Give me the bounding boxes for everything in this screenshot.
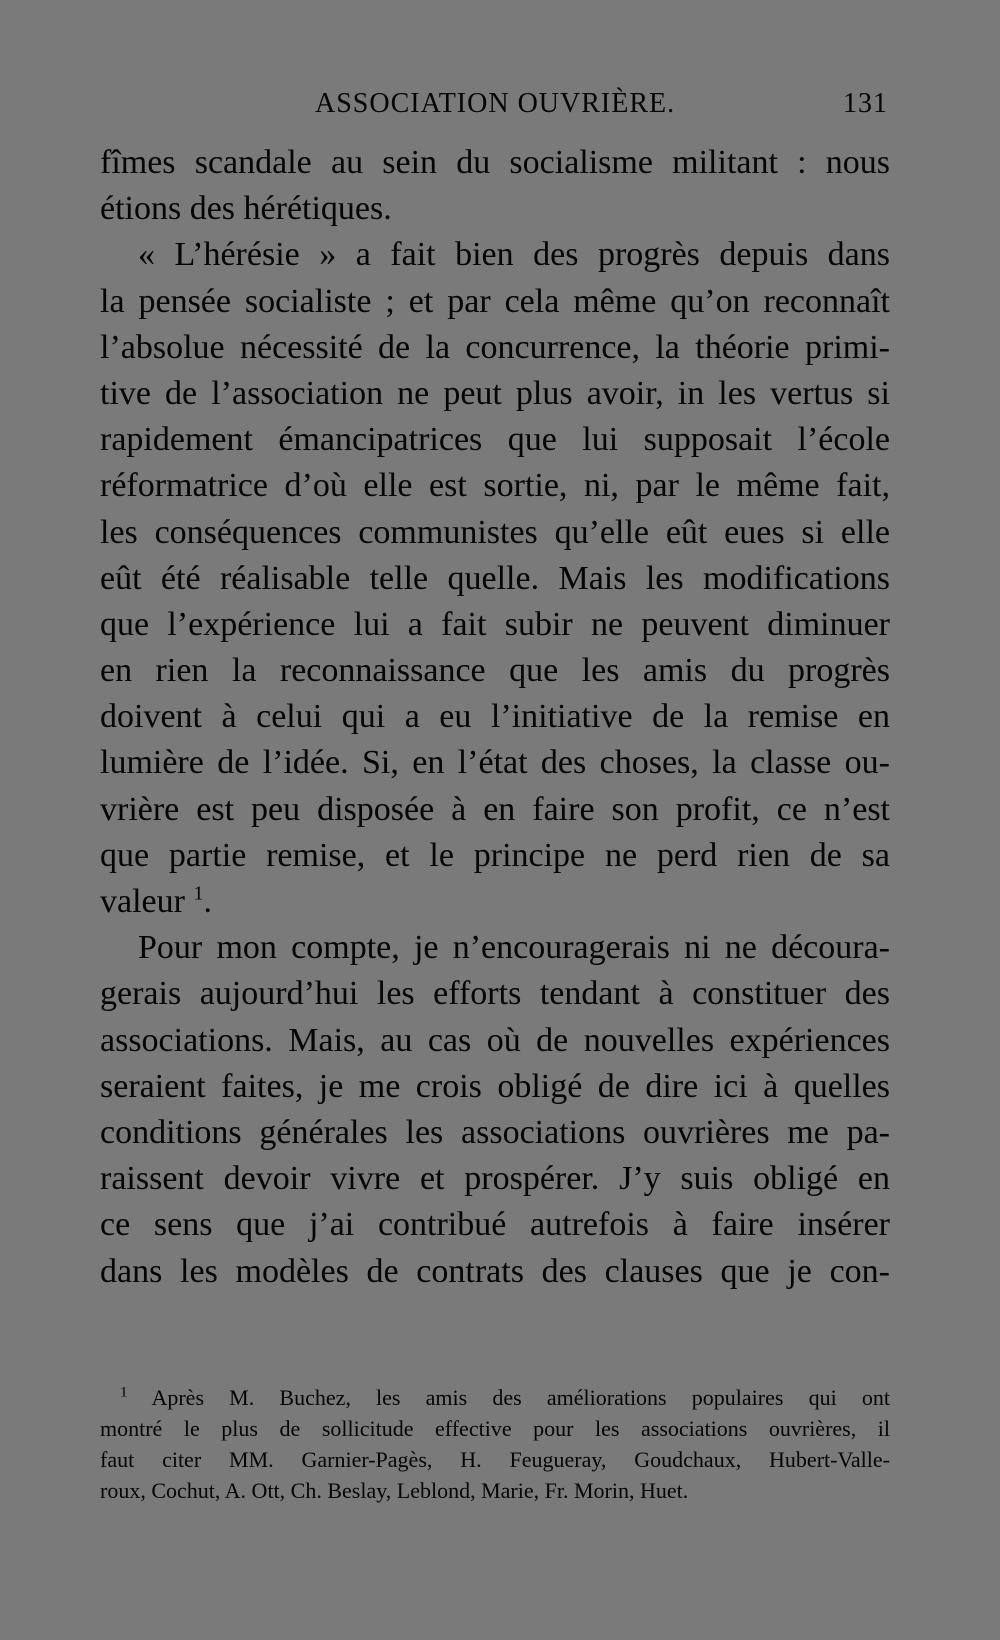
text-line: associations. Mais, au cas où de nouvelles expériences [100,1021,890,1059]
text-line: raissent devoir vivre et prospérer. J’y suis obligé en [100,1160,890,1198]
text-line: eût été réalisable telle quelle. Mais les modifications [100,559,890,597]
text-line: que l’expérience lui a fait subir ne peuvent diminuer [100,605,890,643]
footnote-line [100,1382,890,1413]
text-line: doivent à celui qui a eu l’initiative de la remise en [100,698,890,736]
running-head [100,88,890,128]
text-line: l’absolue nécessité de la concurrence, la théorie primi- [100,328,890,366]
text-line-with-footnote [100,879,890,925]
text-line: conditions générales les associations ouvrières me pa- [100,1113,890,1151]
footnote-reference[interactable]: 1 [193,882,204,905]
text-line: que partie remise, et le principe ne perd rien de sa [100,836,890,874]
text-fragment: valeur [100,883,185,920]
footnote-number: 1 [120,1384,128,1401]
text-line: la pensée socialiste ; et par cela même qu’on reconnaît [100,282,890,320]
text-line: « L’hérésie » a fait bien des progrès depuis dans [138,236,890,274]
text-line: rapidement émancipatrices que lui supposait l’école [100,421,890,459]
text-line: les conséquences communistes qu’elle eût eues si elle [100,513,890,551]
text-line: fîmes scandale au sein du socialisme militant : nous [100,144,890,181]
body-text [100,140,890,1295]
text-line: ce sens que j’ai contribué autrefois à faire insérer [100,1206,890,1244]
text-line: réformatrice d’où elle est sortie, ni, par le même fait, [100,467,890,505]
footnote-line: faut citer MM. Garnier-Pagès, H. Feugueray, Goudchaux, Hubert-Valle- [100,1447,890,1472]
text-line: étions des hérétiques. [100,190,392,228]
text-line: dans les modèles de contrats des clauses que je con- [100,1252,890,1290]
text-line: tive de l’association ne peut plus avoir, in les vertus si [100,374,890,412]
text-line: seraient faites, je me crois obligé de dire ici à quelles [100,1067,890,1105]
footnote-line: roux, Cochut, A. Ott, Ch. Beslay, Leblond, Marie, Fr. Morin, Huet. [100,1478,689,1503]
running-title: ASSOCIATION OUVRIÈRE. [315,88,676,119]
text-line: lumière de l’idée. Si, en l’état des choses, la classe ou- [100,744,890,782]
text-line: gerais aujourd’hui les efforts tendant à constituer des [100,975,890,1013]
text-line: Pour mon compte, je n’encouragerais ni ne découra- [138,929,890,967]
text-line: en rien la reconnaissance que les amis du progrès [100,652,890,690]
footnote-reference-suffix: . [203,883,212,920]
page-number: 131 [843,88,888,119]
footnote-text: Après M. Buchez, les amis des améliorations populaires qui ont [151,1385,890,1410]
text-line: vrière est peu disposée à en faire son profit, ce n’est [100,790,890,828]
footnote-line: montré le plus de sollicitude effective pour les associations ouvrières, il [100,1416,890,1441]
footnote [100,1382,890,1506]
